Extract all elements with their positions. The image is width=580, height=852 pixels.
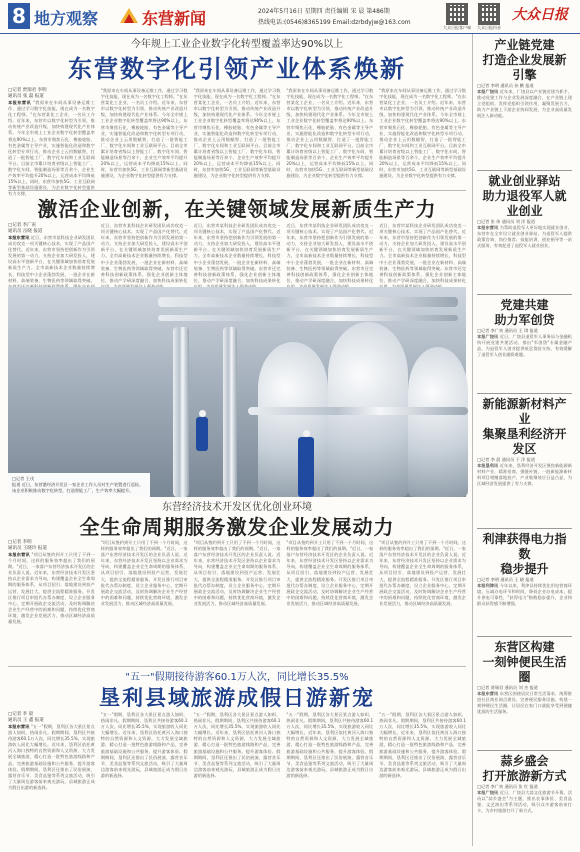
brief-lead: 本报东营讯 <box>477 225 499 230</box>
divider <box>477 294 572 295</box>
brief-title[interactable]: 就业创业驿站 助力退役军人就业创业 <box>482 174 567 218</box>
story-byline: □记者 李明 通讯员 王晓玲 报道 <box>8 540 47 551</box>
story-body: "项目从签约到开工只用了不到一个月时间，这样的服务效率超出了我们的预期。"近日，一家落户东营经济技术开发区的企业负责人说。近年来，东营经济技术开发区坚持以企业需求为导向，构建覆盖企业全生命周期的服务体系，从项目招引、落地建设到投产运营、发展壮大，提供全流程精准服务。开发区推行项目审批代办帮办制度，设立企业服务中心，定期开展政企交流活动，及时协调解决企业生产经营中的困难和问题，持续优化营商环境，激发企业发展活力，推动区域经济高质量发展。 <box>379 540 466 606</box>
brief-title[interactable]: 产业链党建 打造企业发展新引擎 <box>482 38 567 82</box>
brief-title[interactable]: 新能源新材料产业 集聚垦利经济开发区 <box>482 397 567 456</box>
brand-logo-icon <box>118 5 140 25</box>
divider <box>8 666 466 667</box>
brief-body: 今年以来，利津县持续优化用电营商环境，压减办电环节和时间，降低企业办电成本，提升供电可靠性，"获得电力"指数稳步提升，企业和群众获得感不断增强。 <box>477 583 572 607</box>
brief-title[interactable]: 利津获得电力指数 稳步提升 <box>482 532 567 576</box>
news-photo[interactable] <box>8 287 466 497</box>
brief-byline: □记者 李 晨 通讯员 于 洋 报道 <box>477 457 536 462</box>
brief-byline: □记者 李明 通讯员 王 晓 报道 <box>477 577 534 582</box>
story-body: 近日，东营市某科技企业研发团队成功攻克一项关键核心技术，实现了产品国产化替代。近年来，东营市坚持把创新作为引领发展的第一动力，支持企业加大研发投入，建设高水平创新平台，在关键领域加快培育发展新质生产力。全市高新技术企业数量持续增长，科技型中小企业蓬勃发展，一批企业在新材料、高端装备、生物医药等领域取得突破。东营市还完善科技创新政策体系，强化企业创新主体地位，推动产学研深度融合，加快科技成果转化 <box>379 223 466 283</box>
story-kicker: 东营经济技术开发区优化创业环境 <box>162 502 312 513</box>
brief-item <box>473 174 576 291</box>
worker-figure <box>196 417 208 451</box>
story-byline: □记者 贾瑞君 李明 通讯员 张 磊 报道 <box>8 88 47 99</box>
story-byline: □记者 李 晨 通讯员 王 鑫 报道 <box>8 712 44 723</box>
brief-lead: 本报利津讯 <box>477 583 499 588</box>
divider <box>477 528 572 529</box>
brief-body: 近年来，垦利经济开发区聚焦新能源新材料产业，精准招商、强链补链，一批新能源新材料项目相继落地投产，产业集聚效应日益凸显，为区域经济发展提供了有力支撑。 <box>477 463 572 487</box>
story-body: "五一"假期，垦利区各大景区景点游人如织，热闹非凡。假期期间，垦利区共接待游客60.1万人次，同比增长35.5%，实现旅游收入同比大幅增长。近年来，垦利区依托黄河入海口独特的自然资源和人文资源，大力发展全域旅游，精心打造一批特色旅游线路和产品，完善旅游基础设施和公共服务，提升游客体验。假期期间，垦利区还推出了民俗展演、露营音乐节、美食品鉴等系列文旅活动，吸引了大量周边游客前来观光游玩，县域旅游正成为假日出游的新选择。 <box>193 712 281 778</box>
story-body: "项目从签约到开工只用了不到一个月时间，这样的服务效率超出了我们的预期。"近日，一家落户东营经济技术开发区的企业负责人说。近年来，东营经济技术开发区坚持以企业需求为导向，构建覆盖企业全生命周期的服务体系，从项目招引、落地建设到投产运营、发展壮大，提供全流程精准服务。开发区推行项目审批代办帮办制度，设立企业服务中心，定期开展政企交流活动，及时协调解决企业生产经营中的困难和问题，持续优化营商环境，激发企业发展活力，推动区域经济高质量发展。 <box>100 540 188 606</box>
brief-lead: 本报东营讯 <box>477 691 499 696</box>
brief-lead: 本报垦利讯 <box>477 463 499 468</box>
story-digital-transformation <box>8 38 466 197</box>
story-body: 近日，东营市某科技企业研发团队成功攻克一项关键核心技术，实现了产品国产化替代。近年来，东营市坚持把创新作为引领发展的第一动力，支持企业加大研发投入，建设高水平创新平台，在关键领域加快培育发展新质生产力。全市高新技术企业数量持续增长，科技型中小企业蓬勃发展，一批企业在新材料、高端装备、生物医药等领域取得突破。东营市还完善科技创新政策体系，强化企业创新主体地位，推动产学研深度融合，加快科技成果转化 <box>100 223 188 283</box>
brief-lead: 本报广饶讯 <box>477 790 499 795</box>
brief-body: 东营区围绕居民日常生活需求，统筹推进社区商业网点建设，完善便民服务设施，构建一刻钟便民生活圈，让居民在家门口就能享受到便捷优质的生活服务。 <box>477 691 572 715</box>
story-body: "项目从签约到开工只用了不到一个月时间，这样的服务效率超出了我们的预期。"近日，一家落户东营经济技术开发区的企业负责人说。近年来，东营经济技术开发区坚持以企业需求为导向，构建覆盖企业全生命周期的服务体系，从项目招引、落地建设到投产运营、发展壮大，提供全流程精准服务。开发区推行项目审批代办帮办制度，设立企业服务中心，定期开展政企交流活动，及时协调解决企业生产经营中的困难和问题，持续优化营商环境，激发企业发展活力，推动区域经济高质量发展。 <box>193 540 281 606</box>
story-body: 近日，东营市某科技企业研发团队成功攻克一项关键核心技术，实现了产品国产化替代。近年来，东营市坚持把创新作为引领发展的第一动力，支持企业加大研发投入，建设高水平创新平台，在关键领域加快培育发展新质生产力。全市高新技术企业数量持续增长，科技型中小企业蓬勃发展，一批企业在新材料、高端装备、生物医药等领域取得突破。东营市还完善科技创新政策体系，强化企业创新主体地位，推动产学研深度融合，加快科技成果转化 <box>193 223 281 283</box>
brief-item <box>473 397 576 525</box>
page-number: 8 <box>8 3 30 29</box>
brief-title[interactable]: 党建共建 助力军创贷 <box>494 298 555 327</box>
story-body: "我原来在车间从事设备运维工作，通过学习数字化技能，现在成为一名数字化工程师。"在东营某化工企业，一名员工介绍。近年来，东营市以数字化转型为引领，推动传统产业改造升级，加快构建现代化产业体系。今年全市规上工业企业数字化转型覆盖率将达90%以上。东营市聚焦石化、橡胶轮胎、有色金属等主导产业，实施智能化改造和数字化转型专项行动，推动企业上云用数赋智，打造了一批智能工厂、数字化车间和工业互联网平台。目前全市累计培育省级以上智能工厂、数字化车间、智能制造场景等百余个，企业生产效率平均提升20%以上，运营成本平均降低15%以上。同时，东营市加快5G、工业互联网等新型基础设施建设，为企业数字化转型提供有力支撑。 <box>8 100 95 197</box>
brief-title[interactable]: 东营区构建 一刻钟便民生活圈 <box>482 640 567 684</box>
brief-byline: □记者 张 伟 通讯员 刘 洋 报道 <box>477 219 536 224</box>
masthead-logo: 大众日报 <box>512 7 568 23</box>
story-innovation <box>8 195 466 283</box>
brief-item <box>473 298 576 390</box>
story-lead: 本报东营讯 <box>8 100 32 105</box>
story-body: "项目从签约到开工只用了不到一个月时间，这样的服务效率超出了我们的预期。"近日，一家落户东营经济技术开发区的企业负责人说。近年来，东营经济技术开发区坚持以企业需求为导向，构建覆盖企业全生命周期的服务体系，从项目招引、落地建设到投产运营、发展壮大，提供全流程精准服务。开发区推行项目审批代办帮办制度，设立企业服务中心，定期开展政企交流活动，及时协调解决企业生产经营中的困难和问题，持续优化营商环境，激发企业发展活力，推动区域经济高质量发展。 <box>8 552 95 625</box>
story-body: "五一"假期，垦利区各大景区景点游人如织，热闹非凡。假期期间，垦利区共接待游客60.1万人次，同比增长35.5%，实现旅游收入同比大幅增长。近年来，垦利区依托黄河入海口独特的自然资源和人文资源，大力发展全域旅游，精心打造一批特色旅游线路和产品，完善旅游基础设施和公共服务，提升游客体验。假期期间，垦利区还推出了民俗展演、露营音乐节、美食品鉴等系列文旅活动，吸引了大量周边游客前来观光游玩，县域旅游正成为假日出游的新选择。 <box>8 724 95 790</box>
story-body: "五一"假期，垦利区各大景区景点游人如织，热闹非凡。假期期间，垦利区共接待游客60.1万人次，同比增长35.5%，实现旅游收入同比大幅增长。近年来，垦利区依托黄河入海口独特的自然资源和人文资源，大力发展全域旅游，精心打造一批特色旅游线路和产品，完善旅游基础设施和公共服务，提升游客体验。假期期间，垦利区还推出了民俗展演、露营音乐节、美食品鉴等系列文旅活动，吸引了大量周边游客前来观光游玩，县域旅游正成为假日出游的新选择。 <box>379 712 466 778</box>
story-lead: 本报东营讯 <box>8 724 30 729</box>
qr-code-icon <box>446 3 468 25</box>
photo-caption: □记者 王戌 报道 近日，东营港经济开发区一家企业工作人员对生产装置进行巡检。该企业积极推动数字化转型，打造智能工厂，生产效率大幅提升。 <box>8 473 150 497</box>
story-lifecycle-service <box>8 501 466 662</box>
brief-title[interactable]: 蒜乡盛会 打开旅游新方式 <box>482 754 567 783</box>
story-lead: 本报东营讯 <box>8 235 30 240</box>
brief-item <box>473 640 576 747</box>
brief-byline: □记者 贾瑞君 通讯员 刘 杰 报道 <box>477 685 538 690</box>
brief-body: 为帮助退役军人更好地实现就业创业，东营市在全市设立就业创业驿站，为退役军人提供政策咨询、岗位推荐、技能培训、创业指导等一站式服务，有效促进了退役军人就业创业。 <box>477 225 572 249</box>
story-kicker: "五一"假期接待游客60.1万人次，同比增长35.5% <box>125 672 349 683</box>
right-column-briefs <box>472 34 576 846</box>
brief-body: 近年来，广饶县以产业链党建为抓手，推动党建工作与企业发展深度融合，在产业链上建立党组织，发挥党组织引领作用，凝聚发展合力，助力产业链上下游企业协同发展，为企业高质量发展注入新动能。 <box>477 89 572 119</box>
divider <box>477 750 572 751</box>
story-byline: □记者 李广寅 通讯员 岳晓 报道 <box>8 223 43 234</box>
brief-byline: □记者 李明 通讯员 孙 鹏 报道 <box>477 83 534 88</box>
story-headline[interactable]: 全生命周期服务激发企业发展动力 <box>79 515 395 539</box>
brief-lead: 本报广饶讯 <box>477 89 499 94</box>
story-body: "我原来在车间从事设备运维工作，通过学习数字化技能，现在成为一名数字化工程师。"在东营某化工企业，一名员工介绍。近年来，东营市以数字化转型为引领，推动传统产业改造升级，加快构建现代化产业体系。今年全市规上工业企业数字化转型覆盖率将达90%以上。东营市聚焦石化、橡胶轮胎、有色金属等主导产业，实施智能化改造和数字化转型专项行动，推动企业上云用数赋智，打造了一批智能工厂、数字化车间和工业互联网平台。目前全市累计培育省级以上智能工厂、数字化车间、智能制造场景等百余个，企业生产效率平均提升20%以上，运营成本平均降低15%以上。同时，东营市加快5G、工业互联网等新型基础设施建设，为企业数字化转型提供有力支撑。 <box>100 88 188 179</box>
divider <box>477 393 572 394</box>
story-body: "五一"假期，垦利区各大景区景点游人如织，热闹非凡。假期期间，垦利区共接待游客60.1万人次，同比增长35.5%，实现旅游收入同比大幅增长。近年来，垦利区依托黄河入海口独特的自然资源和人文资源，大力发展全域旅游，精心打造一批特色旅游线路和产品，完善旅游基础设施和公共服务，提升游客体验。假期期间，垦利区还推出了民俗展演、露营音乐节、美食品鉴等系列文旅活动，吸引了大量周边游客前来观光游玩，县域旅游正成为假日出游的新选择。 <box>286 712 374 778</box>
brief-body: 近日，广饶县退役军人事务局与金融机构开展党建共建活动，推出"军创贷"专属金融产品，为退役军人创业提供低息贷款支持，有效缓解了退役军人创业融资难题。 <box>477 334 572 358</box>
section-name: 地方观察 <box>34 9 99 28</box>
divider <box>477 170 572 171</box>
story-body: "我原来在车间从事设备运维工作，通过学习数字化技能，现在成为一名数字化工程师。"在东营某化工企业，一名员工介绍。近年来，东营市以数字化转型为引领，推动传统产业改造升级，加快构建现代化产业体系。今年全市规上工业企业数字化转型覆盖率将达90%以上。东营市聚焦石化、橡胶轮胎、有色金属等主导产业，实施智能化改造和数字化转型专项行动，推动企业上云用数赋智，打造了一批智能工厂、数字化车间和工业互联网平台。目前全市累计培育省级以上智能工厂、数字化车间、智能制造场景等百余个，企业生产效率平均提升20%以上，运营成本平均降低15%以上。同时，东营市加快5G、工业互联网等新型基础设施建设，为企业数字化转型提供有力支撑。 <box>286 88 374 179</box>
story-headline[interactable]: 东营数字化引领产业体系焕新 <box>68 55 406 83</box>
qr-caption: 大众日报抖音 <box>477 25 501 30</box>
story-lead: 本报东营讯 <box>8 552 30 557</box>
main-content <box>8 38 466 818</box>
story-tourism <box>8 671 466 818</box>
brief-item <box>473 532 576 633</box>
story-body: "我原来在车间从事设备运维工作，通过学习数字化技能，现在成为一名数字化工程师。"在东营某化工企业，一名员工介绍。近年来，东营市以数字化转型为引领，推动传统产业改造升级，加快构建现代化产业体系。今年全市规上工业企业数字化转型覆盖率将达90%以上。东营市聚焦石化、橡胶轮胎、有色金属等主导产业，实施智能化改造和数字化转型专项行动，推动企业上云用数赋智，打造了一批智能工厂、数字化车间和工业互联网平台。目前全市累计培育省级以上智能工厂、数字化车间、智能制造场景等百余个，企业生产效率平均提升20%以上，运营成本平均降低15%以上。同时，东营市加快5G、工业互联网等新型基础设施建设，为企业数字化转型提供有力支撑。 <box>379 88 466 179</box>
page-header <box>0 0 580 34</box>
story-headline[interactable]: 垦利县域旅游成假日游新宠 <box>99 686 375 710</box>
brief-body: 近日，广饶县大蒜文化旅游节开幕，活动以"蒜乡盛会"为主题，推出农事体验、美食品鉴、文艺演出等系列活动，吸引众多游客前来打卡，为乡村旅游打开了新方式。 <box>477 790 572 814</box>
worker-figure <box>298 437 314 497</box>
brief-item <box>473 754 576 852</box>
story-body: 近日，东营市某科技企业研发团队成功攻克一项关键核心技术，实现了产品国产化替代。近年来，东营市坚持把创新作为引领发展的第一动力，支持企业加大研发投入，建设高水平创新平台，在关键领域加快培育发展新质生产力。全市高新技术企业数量持续增长，科技型中小企业蓬勃发展，一批企业在新材料、高端装备、生物医药等领域取得突破。东营市还完善科技创新政策体系，强化企业创新主体地位，推动产学研深度融合，加快科技成果转化 <box>286 223 374 283</box>
qr-code-icon <box>478 3 500 25</box>
story-headline[interactable]: 激活企业创新，在关键领域发展新质生产力 <box>37 197 437 221</box>
brief-byline: □记者 李广寅 通讯员 王 琪 报道 <box>477 328 538 333</box>
brief-lead: 本报广饶讯 <box>477 334 499 339</box>
story-body: "五一"假期，垦利区各大景区景点游人如织，热闹非凡。假期期间，垦利区共接待游客60.1万人次，同比增长35.5%，实现旅游收入同比大幅增长。近年来，垦利区依托黄河入海口独特的自然资源和人文资源，大力发展全域旅游，精心打造一批特色旅游线路和产品，完善旅游基础设施和公共服务，提升游客体验。假期期间，垦利区还推出了民俗展演、露营音乐节、美食品鉴等系列文旅活动，吸引了大量周边游客前来观光游玩，县域旅游正成为假日出游的新选择。 <box>100 712 188 778</box>
divider <box>477 636 572 637</box>
brief-byline: □记者 李广寅 通讯员 张 红 报道 <box>477 784 538 789</box>
brief-item <box>473 38 576 167</box>
story-body: "项目从签约到开工只用了不到一个月时间，这样的服务效率超出了我们的预期。"近日，一家落户东营经济技术开发区的企业负责人说。近年来，东营经济技术开发区坚持以企业需求为导向，构建覆盖企业全生命周期的服务体系，从项目招引、落地建设到投产运营、发展壮大，提供全流程精准服务。开发区推行项目审批代办帮办制度，设立企业服务中心，定期开展政企交流活动，及时协调解决企业生产经营中的困难和问题，持续优化营商环境，激发企业发展活力，推动区域经济高质量发展。 <box>286 540 374 606</box>
story-body: "我原来在车间从事设备运维工作，通过学习数字化技能，现在成为一名数字化工程师。"在东营某化工企业，一名员工介绍。近年来，东营市以数字化转型为引领，推动传统产业改造升级，加快构建现代化产业体系。今年全市规上工业企业数字化转型覆盖率将达90%以上。东营市聚焦石化、橡胶轮胎、有色金属等主导产业，实施智能化改造和数字化转型专项行动，推动企业上云用数赋智，打造了一批智能工厂、数字化车间和工业互联网平台。目前全市累计培育省级以上智能工厂、数字化车间、智能制造场景等百余个，企业生产效率平均提升20%以上，运营成本平均降低15%以上。同时，东营市加快5G、工业互联网等新型基础设施建设，为企业数字化转型提供有力支撑。 <box>193 88 281 179</box>
section-brand: 东营新闻 <box>142 9 207 28</box>
story-kicker: 今年规上工业企业数字化转型覆盖率达90%以上 <box>130 39 344 50</box>
date-line: 2024年5月16日 星期四 责任编辑 宋 晨 第486期 <box>258 8 390 15</box>
story-body: 近日，东营市某科技企业研发团队成功攻克一项关键核心技术，实现了产品国产化替代。近年来，东营市坚持把创新作为引领发展的第一动力，支持企业加大研发投入，建设高水平创新平台，在关键领域加快培育发展新质生产力。全市高新技术企业数量持续增长，科技型中小企业蓬勃发展，一批企业在新材料、高端装备、生物医药等领域取得突破。 <box>8 235 95 283</box>
qr-caption: 大众日报客户端 <box>443 25 471 30</box>
contact-line: 热线电话:(0546)8365199 Email:dzrbdyjw@163.com <box>258 19 411 26</box>
